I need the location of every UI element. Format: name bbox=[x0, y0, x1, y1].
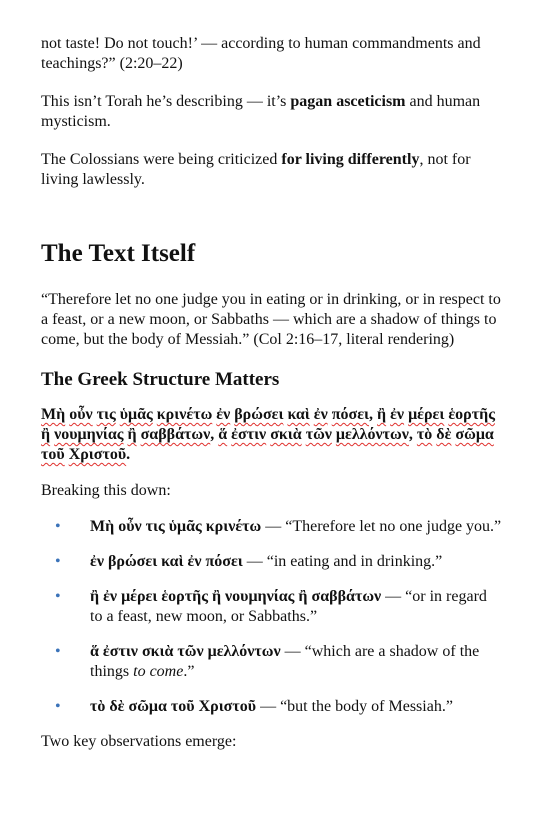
greek-word: σῶμα bbox=[455, 426, 494, 443]
list-item bbox=[41, 697, 503, 717]
separator: — bbox=[381, 588, 406, 605]
english-gloss: “which are a shadow of the things bbox=[90, 643, 480, 680]
bold-phrase: pagan asceticism bbox=[290, 93, 406, 110]
greek-word: ἢ bbox=[377, 406, 387, 423]
document-page bbox=[41, 34, 503, 752]
separator: — bbox=[261, 518, 286, 535]
greek-word: ἅ bbox=[218, 426, 228, 443]
paragraph-colossians bbox=[41, 150, 503, 190]
greek-word: ἢ bbox=[41, 426, 51, 443]
bullet-icon: • bbox=[55, 553, 61, 570]
italic-phrase: to come bbox=[133, 663, 184, 680]
greek-word: ἐστιν bbox=[231, 426, 267, 443]
greek-word: τις bbox=[96, 406, 116, 423]
greek-word: ἐν bbox=[313, 406, 328, 423]
paragraph-pagan-asceticism bbox=[41, 92, 503, 132]
greek-word: κρινέτω bbox=[156, 406, 213, 423]
greek-word: σαββάτων bbox=[140, 426, 211, 443]
greek-word: τὸ bbox=[416, 426, 433, 443]
list-item bbox=[41, 552, 503, 572]
greek-word: Μὴ bbox=[41, 406, 66, 423]
paragraph-text: This isn’t Torah he’s describing — it’s bbox=[41, 93, 291, 110]
greek-word: ἢ bbox=[127, 426, 137, 443]
greek-word: μέρει bbox=[408, 406, 445, 423]
separator: — bbox=[256, 698, 281, 715]
greek-word: ὑμᾶς bbox=[119, 406, 153, 423]
greek-phrase: ἐν βρώσει καὶ ἐν πόσει bbox=[90, 553, 243, 570]
list-item bbox=[41, 587, 503, 627]
greek-phrase: Μὴ οὖν τις ὑμᾶς κρινέτω bbox=[90, 518, 262, 535]
bullet-icon: • bbox=[55, 698, 61, 715]
greek-word: νουμηνίας bbox=[54, 426, 124, 443]
scripture-quote: “Therefore let no one judge you in eating or in drinking, or in respect to a feast, or a new moon, or Sabbaths — which are a shadow of things to come, but the body of Messiah.” (Col 2:16–17, literal rendering) bbox=[41, 291, 501, 348]
greek-word: ἐν bbox=[216, 406, 231, 423]
greek-phrase: ἅ ἐστιν σκιὰ τῶν μελλόντων bbox=[90, 643, 281, 660]
greek-word: τοῦ bbox=[41, 446, 65, 463]
paragraph-text: , not for living lawlessly. bbox=[41, 151, 471, 188]
bold-phrase: for living differently bbox=[281, 151, 420, 168]
section-heading: The Text Itself bbox=[41, 240, 196, 267]
subsection-heading: The Greek Structure Matters bbox=[41, 369, 280, 390]
bullet-icon: • bbox=[55, 643, 61, 660]
separator: — bbox=[242, 553, 267, 570]
greek-word: σκιὰ bbox=[270, 426, 302, 443]
english-gloss: “Therefore let no one judge you.” bbox=[285, 518, 502, 535]
english-gloss: “or in regard to a feast, new moon, or Sabbaths.” bbox=[90, 588, 487, 625]
list-item bbox=[41, 517, 503, 537]
greek-word: οὖν bbox=[69, 406, 93, 423]
bullet-icon: • bbox=[55, 588, 61, 605]
separator: — bbox=[280, 643, 305, 660]
closing-paragraph: Two key observations emerge: bbox=[41, 733, 237, 750]
english-gloss: “but the body of Messiah.” bbox=[280, 698, 453, 715]
greek-word: τῶν bbox=[305, 426, 332, 443]
greek-word: ἐν bbox=[390, 406, 405, 423]
greek-phrase: τὸ δὲ σῶμα τοῦ Χριστοῦ bbox=[90, 698, 257, 715]
greek-text-block: Μὴ οὖν τις ὑμᾶς κρινέτω ἐν βρώσει καὶ ἐν πόσει, ἢ ἐν μέρει ἑορτῆς ἢ νουμηνίας ἢ σαββάτων, ἅ ἐστιν σκιὰ τῶν μελλόντων, τὸ δὲ σῶμα τοῦ Χριστοῦ. bbox=[41, 406, 495, 463]
list-item bbox=[41, 642, 503, 682]
greek-word: πόσει bbox=[331, 406, 369, 423]
english-gloss: “in eating and in drinking.” bbox=[266, 553, 443, 570]
greek-word: δὲ bbox=[436, 426, 452, 443]
paragraph-text: and human mysticism. bbox=[41, 93, 481, 130]
greek-phrase: ἢ ἐν μέρει ἑορτῆς ἢ νουμηνίας ἢ σαββάτων bbox=[90, 588, 382, 605]
breakdown-intro: Breaking this down: bbox=[41, 482, 171, 499]
greek-word: καὶ bbox=[287, 406, 310, 423]
greek-word: ἑορτῆς bbox=[448, 406, 495, 423]
greek-word: μελλόντων bbox=[335, 426, 409, 443]
paragraph-continuation: not taste! Do not touch!’ — according to human commandments and teachings?” (2:20–22) bbox=[41, 35, 481, 72]
breakdown-list bbox=[41, 517, 503, 717]
greek-word: Χριστοῦ bbox=[68, 446, 127, 463]
greek-word: βρώσει bbox=[234, 406, 284, 423]
paragraph-text: The Colossians were being criticized bbox=[41, 151, 282, 168]
english-gloss-end: .” bbox=[183, 663, 195, 680]
bullet-icon: • bbox=[55, 518, 61, 535]
